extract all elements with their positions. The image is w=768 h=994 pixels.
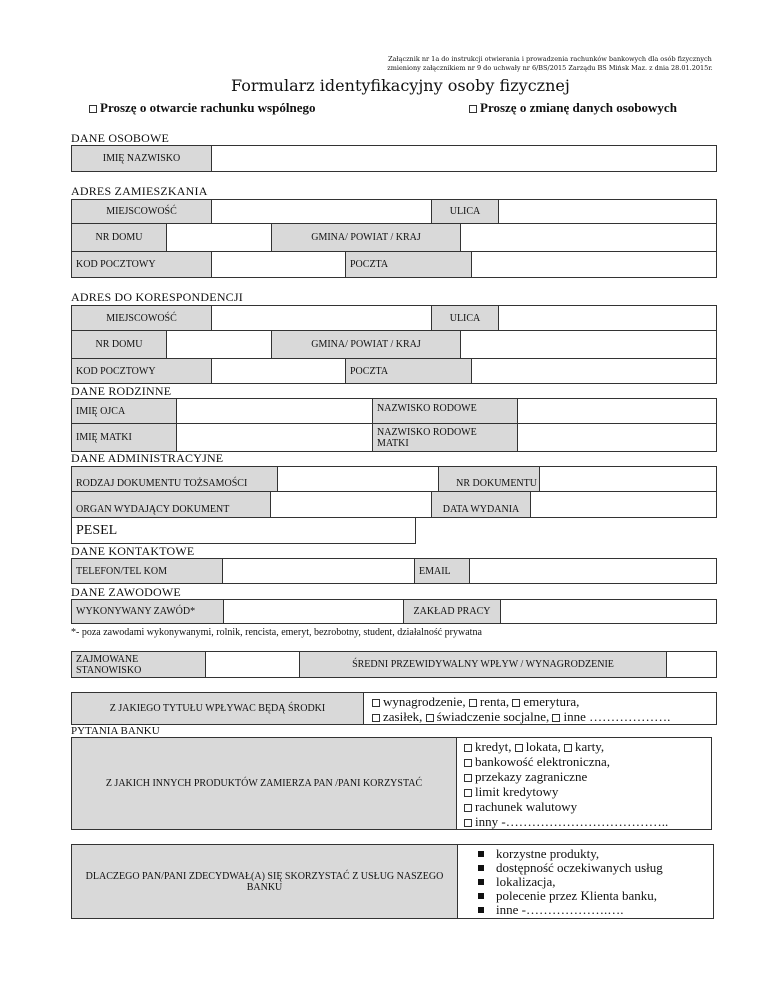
post-label: POCZTA	[345, 251, 472, 278]
pesel-field[interactable]: PESEL	[71, 517, 416, 544]
house-field[interactable]	[166, 223, 272, 252]
employer-label: ZAKŁAD PRACY	[403, 599, 501, 624]
mother-maiden-field[interactable]	[517, 423, 717, 452]
corr-zip-field[interactable]	[211, 358, 346, 384]
attachment-note: Załącznik nr 1a do instrukcji otwierania i prowadzenia rachunków bankowych dla osób fizycznych zmieniony załącznikiem nr 9 do uchwały nr 6/BS/2015 Zarządu BS Mińsk Maz. z dnia 28.01.2015r.	[387, 55, 713, 72]
street-field[interactable]	[498, 199, 717, 224]
checkbox-icon[interactable]	[464, 819, 472, 827]
street-label: ULICA	[431, 199, 499, 224]
doc-type-label: RODZAJ DOKUMENTU TOŻSAMOŚCI	[71, 466, 278, 492]
checkbox-icon[interactable]	[512, 699, 520, 707]
issuer-field[interactable]	[270, 491, 432, 518]
maiden-field[interactable]	[517, 398, 717, 424]
phone-label: TELEFON/TEL KOM	[71, 558, 223, 584]
name-label: IMIĘ NAZWISKO	[71, 145, 212, 172]
zip-field[interactable]	[211, 251, 346, 278]
house-label: NR DOMU	[71, 223, 167, 252]
section-contact: DANE KONTAKTOWE	[71, 544, 195, 558]
section-work: DANE ZAWODOWE	[71, 585, 181, 599]
bullet-checkbox-icon[interactable]	[478, 851, 484, 857]
section-personal: DANE OSOBOWE	[71, 131, 170, 145]
name-field[interactable]	[211, 145, 717, 172]
employer-field[interactable]	[500, 599, 717, 624]
occupation-field[interactable]	[223, 599, 404, 624]
footnote: *- poza zawodami wykonywanymi, rolnik, rencista, emeryt, bezrobotny, student, działalność prywatna	[71, 627, 482, 638]
checkbox-icon[interactable]	[464, 759, 472, 767]
products-options: kredyt, lokata, karty, bankowość elektroniczna, przekazy zagraniczne limit kredytowy rachunek walutowy inny -………………………………..	[456, 737, 712, 830]
email-field[interactable]	[469, 558, 717, 584]
source-label: Z JAKIEGO TYTUŁU WPŁYWAC BĘDĄ ŚRODKI	[71, 692, 364, 725]
corr-house-label: NR DOMU	[71, 330, 167, 359]
checkbox-icon[interactable]	[89, 105, 97, 113]
checkbox-icon[interactable]	[552, 714, 560, 722]
corr-street-label: ULICA	[431, 305, 499, 331]
section-correspondence: ADRES DO KORESPONDENCJI	[71, 290, 243, 304]
father-label: IMIĘ OJCA	[71, 398, 177, 424]
position-field[interactable]	[205, 651, 300, 678]
zip-label: KOD POCZTOWY	[71, 251, 212, 278]
bullet-checkbox-icon[interactable]	[478, 879, 484, 885]
section-bank-questions: PYTANIA BANKU	[71, 725, 160, 737]
father-field[interactable]	[176, 398, 373, 424]
issuer-label: ORGAN WYDAJĄCY DOKUMENT	[71, 491, 271, 518]
mother-label: IMIĘ MATKI	[71, 423, 177, 452]
checkbox-icon[interactable]	[464, 744, 472, 752]
bullet-checkbox-icon[interactable]	[478, 893, 484, 899]
section-admin: DANE ADMINISTRACYJNE	[71, 451, 224, 465]
joint-account-option[interactable]: Proszę o otwarcie rachunku wspólnego	[89, 100, 315, 116]
change-data-option[interactable]: Proszę o zmianę danych osobowych	[469, 100, 677, 116]
corr-zip-label: KOD POCZTOWY	[71, 358, 212, 384]
why-label: DLACZEGO PAN/PANI ZDECYDWAŁ(A) SIĘ SKORZYSTAĆ Z USŁUG NASZEGO BANKU	[71, 844, 458, 919]
city-label: MIEJSCOWOŚĆ	[71, 199, 212, 224]
checkbox-icon[interactable]	[515, 744, 523, 752]
checkbox-icon[interactable]	[564, 744, 572, 752]
mother-field[interactable]	[176, 423, 373, 452]
post-field[interactable]	[471, 251, 717, 278]
bullet-checkbox-icon[interactable]	[478, 865, 484, 871]
issue-date-field[interactable]	[530, 491, 717, 518]
section-family: DANE RODZINNE	[71, 384, 172, 398]
checkbox-icon[interactable]	[372, 714, 380, 722]
checkbox-icon[interactable]	[464, 789, 472, 797]
corr-district-field[interactable]	[460, 330, 717, 359]
corr-post-label: POCZTA	[345, 358, 472, 384]
bullet-checkbox-icon[interactable]	[478, 907, 484, 913]
corr-house-field[interactable]	[166, 330, 272, 359]
corr-city-field[interactable]	[211, 305, 432, 331]
checkbox-icon[interactable]	[469, 105, 477, 113]
doc-number-field[interactable]	[539, 466, 717, 492]
issue-date-label: DATA WYDANIA	[431, 491, 531, 518]
corr-post-field[interactable]	[471, 358, 717, 384]
checkbox-icon[interactable]	[372, 699, 380, 707]
doc-type-field[interactable]	[277, 466, 439, 492]
phone-field[interactable]	[222, 558, 415, 584]
form-title: Formularz identyfikacyjny osoby fizycznej	[231, 76, 570, 95]
email-label: EMAIL	[414, 558, 470, 584]
products-label: Z JAKICH INNYCH PRODUKTÓW ZAMIERZA PAN /PANI KORZYSTAĆ	[71, 737, 457, 830]
why-options: korzystne produkty, dostępność oczekiwanych usług lokalizacja, polecenie przez Klienta banku, inne -……………….….	[457, 844, 714, 919]
position-label: ZAJMOWANE STANOWISKO	[71, 651, 206, 678]
checkbox-icon[interactable]	[426, 714, 434, 722]
city-field[interactable]	[211, 199, 432, 224]
doc-number-label: NR DOKUMENTU	[438, 466, 540, 492]
district-field[interactable]	[460, 223, 717, 252]
source-options: wynagrodzenie, renta, emerytura, zasiłek, świadczenie socjalne, inne ……………….	[363, 692, 717, 725]
maiden-label: NAZWISKO RODOWE	[372, 398, 518, 424]
section-address: ADRES ZAMIESZKANIA	[71, 184, 208, 198]
income-label: ŚREDNI PRZEWIDYWALNY WPŁYW / WYNAGRODZENIE	[299, 651, 667, 678]
corr-district-label: GMINA/ POWIAT / KRAJ	[271, 330, 461, 359]
income-field[interactable]	[666, 651, 717, 678]
checkbox-icon[interactable]	[464, 774, 472, 782]
mother-maiden-label: NAZWISKO RODOWE MATKI	[372, 423, 518, 452]
corr-city-label: MIEJSCOWOŚĆ	[71, 305, 212, 331]
district-label: GMINA/ POWIAT / KRAJ	[271, 223, 461, 252]
checkbox-icon[interactable]	[464, 804, 472, 812]
occupation-label: WYKONYWANY ZAWÓD*	[71, 599, 224, 624]
checkbox-icon[interactable]	[469, 699, 477, 707]
corr-street-field[interactable]	[498, 305, 717, 331]
